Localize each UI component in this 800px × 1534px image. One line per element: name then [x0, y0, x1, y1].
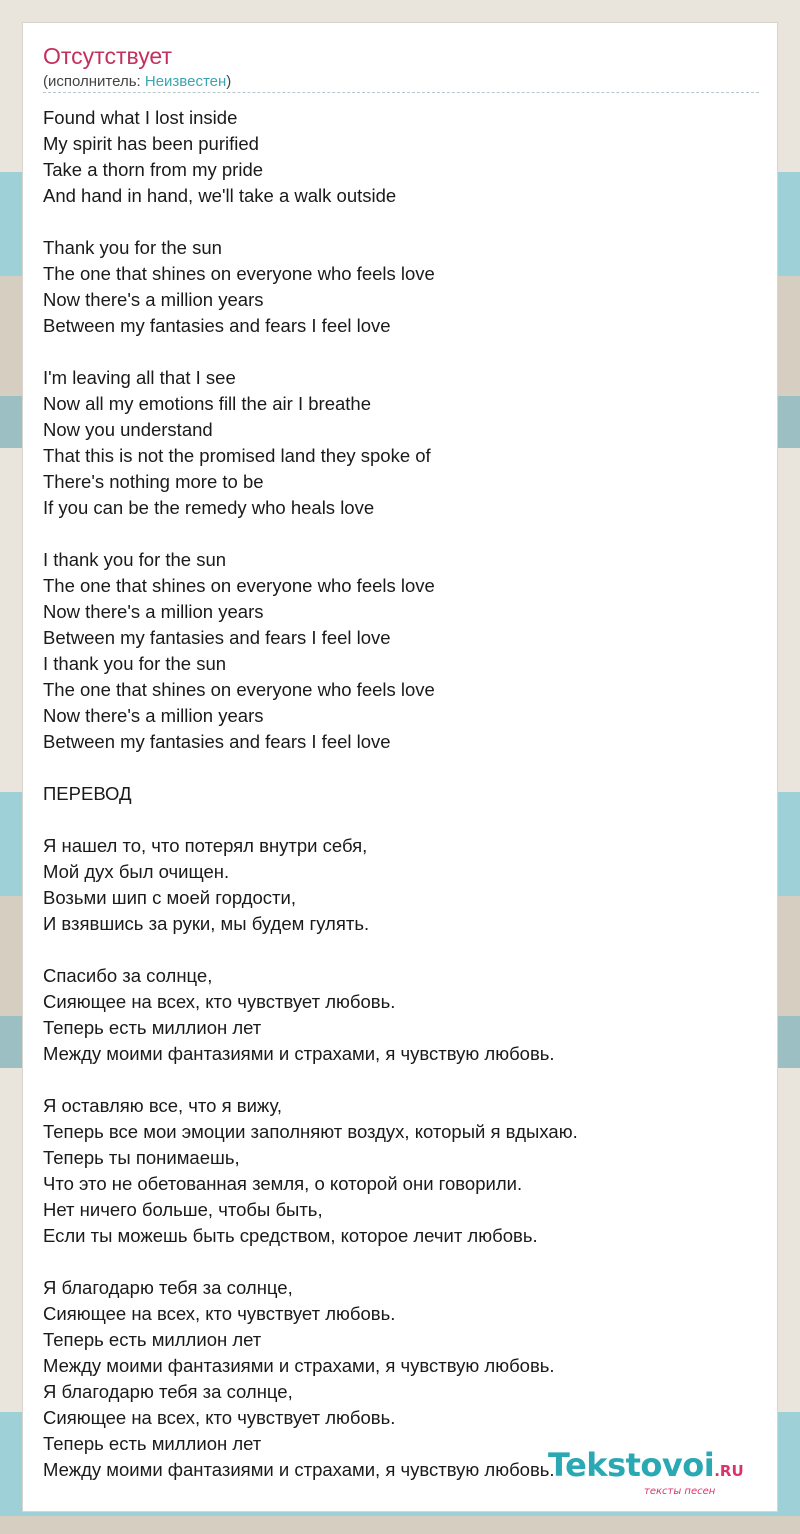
- lyric-line: [43, 937, 759, 963]
- lyric-line: Теперь есть миллион лет: [43, 1017, 262, 1038]
- lyric-line: If you can be the remedy who heals love: [43, 497, 375, 518]
- lyric-line: Возьми шип с моей гордости,: [43, 887, 297, 908]
- lyric-line: Now you understand: [43, 419, 213, 440]
- lyric-line: Сияющее на всех, кто чувствует любовь.: [43, 991, 396, 1012]
- lyric-line: Я благодарю тебя за солнце,: [43, 1381, 293, 1402]
- lyric-line: Take a thorn from my pride: [43, 159, 264, 180]
- artist-link[interactable]: Неизвестен: [144, 73, 227, 90]
- lyric-line: Теперь ты понимаешь,: [43, 1147, 240, 1168]
- lyric-line: Теперь есть миллион лет: [43, 1329, 262, 1350]
- lyric-line: Что это не обетованная земля, о которой они говорили.: [43, 1173, 523, 1194]
- lyric-line: Thank you for the sun: [43, 237, 222, 258]
- lyric-line: Between my fantasies and fears I feel love: [43, 731, 391, 752]
- tekstovoi-logo[interactable]: [548, 1446, 744, 1497]
- logo-tagline: тексты песен: [644, 1486, 716, 1497]
- artist-suffix: ): [226, 73, 232, 90]
- title-divider: [43, 92, 759, 93]
- lyric-line: I'm leaving all that I see: [43, 367, 236, 388]
- lyric-line: [43, 209, 759, 235]
- lyric-line: Сияющее на всех, кто чувствует любовь.: [43, 1303, 396, 1324]
- artist-prefix: (исполнитель:: [43, 73, 145, 90]
- artist-line: [43, 73, 231, 90]
- lyric-line: There's nothing more to be: [43, 471, 264, 492]
- lyric-line: [43, 807, 759, 833]
- lyric-line: Между моими фантазиями и страхами, я чувствую любовь.: [43, 1043, 555, 1064]
- logo-wordmark: Tekstovoi: [548, 1446, 715, 1484]
- lyrics-card: [22, 22, 778, 1512]
- lyrics-text: [43, 105, 759, 1483]
- lyric-line: [43, 1067, 759, 1093]
- logo-domain: .RU: [714, 1462, 744, 1480]
- lyric-line: [43, 755, 759, 781]
- lyric-line: And hand in hand, we'll take a walk outside: [43, 185, 397, 206]
- lyric-line: I thank you for the sun: [43, 653, 227, 674]
- lyric-line: The one that shines on everyone who feels love: [43, 575, 435, 596]
- lyric-line: That this is not the promised land they spoke of: [43, 445, 431, 466]
- lyric-line: Я оставляю все, что я вижу,: [43, 1095, 283, 1116]
- lyric-line: Между моими фантазиями и страхами, я чувствую любовь.: [43, 1459, 555, 1480]
- lyric-line: Между моими фантазиями и страхами, я чувствую любовь.: [43, 1355, 555, 1376]
- lyric-line: Нет ничего больше, чтобы быть,: [43, 1199, 323, 1220]
- lyric-line: [43, 521, 759, 547]
- lyric-line: Between my fantasies and fears I feel love: [43, 627, 391, 648]
- lyric-line: The one that shines on everyone who feels love: [43, 263, 435, 284]
- lyric-line: My spirit has been purified: [43, 133, 259, 154]
- lyric-line: И взявшись за руки, мы будем гулять.: [43, 913, 370, 934]
- lyric-line: Сияющее на всех, кто чувствует любовь.: [43, 1407, 396, 1428]
- lyric-line: Found what I lost inside: [43, 107, 238, 128]
- lyric-line: Мой дух был очищен.: [43, 861, 230, 882]
- lyric-line: Now there's a million years: [43, 705, 264, 726]
- lyric-line: Я благодарю тебя за солнце,: [43, 1277, 293, 1298]
- song-title: Отсутствует: [43, 43, 172, 69]
- lyric-line: [43, 339, 759, 365]
- lyric-line: ПЕРЕВОД: [43, 783, 132, 804]
- lyric-line: Если ты можешь быть средством, которое лечит любовь.: [43, 1225, 538, 1246]
- lyric-line: Теперь есть миллион лет: [43, 1433, 262, 1454]
- lyric-line: Now all my emotions fill the air I breathe: [43, 393, 371, 414]
- lyric-line: [43, 1249, 759, 1275]
- lyric-line: Now there's a million years: [43, 289, 264, 310]
- lyric-line: Теперь все мои эмоции заполняют воздух, который я вдыхаю.: [43, 1121, 578, 1142]
- lyric-line: I thank you for the sun: [43, 549, 227, 570]
- lyric-line: Спасибо за солнце,: [43, 965, 213, 986]
- lyric-line: Between my fantasies and fears I feel love: [43, 315, 391, 336]
- lyric-line: The one that shines on everyone who feels love: [43, 679, 435, 700]
- lyric-line: Я нашел то, что потерял внутри себя,: [43, 835, 368, 856]
- lyric-line: Now there's a million years: [43, 601, 264, 622]
